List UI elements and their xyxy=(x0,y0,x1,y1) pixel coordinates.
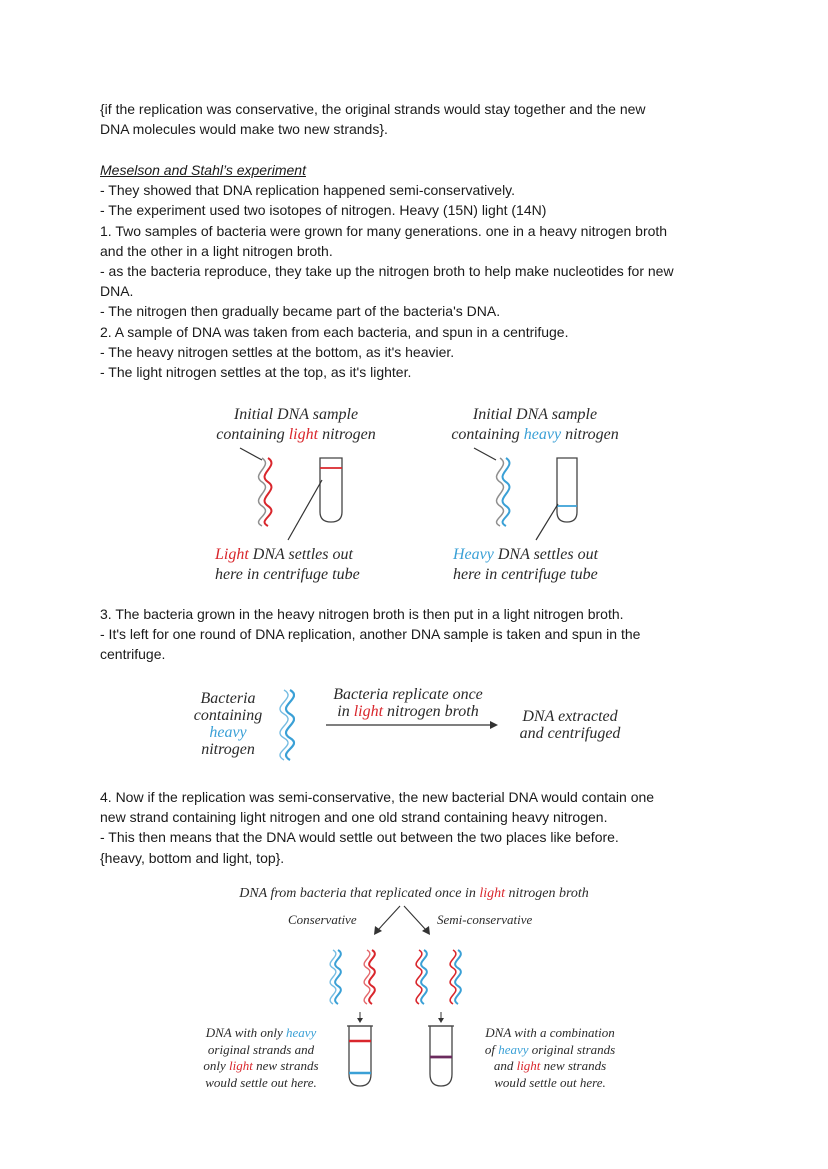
step4-line: 4. Now if the replication was semi-conservative, the new bacterial DNA would contain one xyxy=(100,789,655,805)
fig1-right-bottom-label: Heavy DNA settles out here in centrifuge tube xyxy=(453,546,599,583)
section-line: - The heavy nitrogen settles at the bottom, as it's heavier. xyxy=(100,343,455,360)
split-arrow-line xyxy=(378,906,400,930)
split-arrow-line xyxy=(404,906,426,930)
intro-line-1: {if the replication was conservative, the original strands would stay together and the new xyxy=(100,101,646,117)
step3-line: - It's left for one round of DNA replication, another DNA sample is taken and spun in the xyxy=(100,626,641,643)
section-line: 2. A sample of DNA was taken from each bacteria, and spun in a centrifuge. xyxy=(100,323,569,340)
intro-line-2: DNA molecules would make two new strands}. xyxy=(100,121,388,138)
section-line: 1. Two samples of bacteria were grown for many generations. one in a heavy nitrogen broth xyxy=(100,222,668,239)
section-title: Meselson and Stahl’s experiment xyxy=(100,162,306,178)
fig3-title: DNA from bacteria that replicated once in light nitrogen broth xyxy=(239,886,589,901)
fig2-left-label: Bacteria containing heavy nitrogen xyxy=(193,690,263,758)
section-line: - They showed that DNA replication happened semi-conservatively. xyxy=(100,182,516,199)
dna-helix-hybrid xyxy=(416,950,422,1004)
dna-helix-light xyxy=(364,950,370,1004)
dna-helix-hybrid xyxy=(421,950,427,1004)
step4-line: - This then means that the DNA would settle out between the two places like before. xyxy=(100,829,619,846)
fig1-right-top-label: Initial DNA sample containing heavy nitrogen xyxy=(451,406,619,443)
dna-helix-hybrid xyxy=(450,950,456,1004)
section-line: DNA. xyxy=(100,283,134,300)
down-arrow-head xyxy=(357,1018,363,1023)
step4-line: {heavy, bottom and light, top}. xyxy=(100,849,285,866)
fig3-semi-conservative-label: Semi-conservative xyxy=(437,912,533,927)
dna-helix-hybrid xyxy=(455,950,461,1004)
fig1-left-top-label: Initial DNA sample containing light nitrogen xyxy=(216,406,376,443)
section-line: - The experiment used two isotopes of nitrogen. Heavy (15N) light (14N) xyxy=(100,202,547,219)
section-line: - The light nitrogen settles at the top, as it's lighter. xyxy=(100,364,412,381)
centrifuge-tube xyxy=(349,1026,371,1086)
section-line: - The nitrogen then gradually became part of the bacteria's DNA. xyxy=(100,303,501,320)
dna-helix-heavy xyxy=(335,950,341,1004)
section-line: and the other in a light nitrogen broth. xyxy=(100,242,333,259)
fig3-right-caption: DNA with a combination of heavy original strands and light new strands would settle out here. xyxy=(484,1025,616,1090)
section-line: - as the bacteria reproduce, they take up the nitrogen broth to help make nucleotides for new xyxy=(100,263,674,280)
fig2-right-label: DNA extracted and centrifuged xyxy=(519,708,621,742)
step3-line: centrifuge. xyxy=(100,646,166,663)
fig2-arrow-label: Bacteria replicate once in light nitrogen broth xyxy=(333,686,483,720)
step4-line: new strand containing light nitrogen and one old strand containing heavy nitrogen. xyxy=(100,809,608,826)
step3-line: 3. The bacteria grown in the heavy nitrogen broth is then put in a light nitrogen broth. xyxy=(100,606,624,622)
fig3-left-caption: DNA with only heavy original strands and only light new strands would settle out here. xyxy=(203,1025,319,1090)
fig3-conservative-label: Conservative xyxy=(288,912,357,927)
dna-helix-heavy xyxy=(330,950,336,1004)
fig1-left-bottom-label: Light DNA settles out here in centrifuge tube xyxy=(215,546,360,583)
down-arrow-head xyxy=(438,1018,444,1023)
dna-helix-light xyxy=(369,950,375,1004)
